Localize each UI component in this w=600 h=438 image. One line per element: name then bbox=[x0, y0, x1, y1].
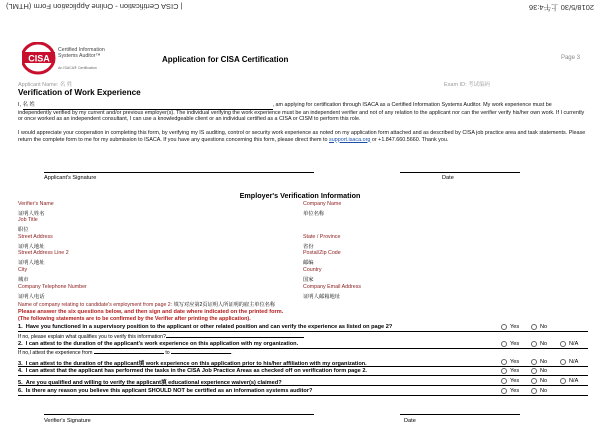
radio-icon[interactable] bbox=[501, 378, 507, 384]
relationship-company-value[interactable]: 填写对应第2页证明人所证明的雇主单位名称 bbox=[173, 302, 276, 308]
q2-no-option[interactable]: No bbox=[531, 341, 547, 347]
applicant-date-line[interactable] bbox=[400, 172, 520, 173]
verifier-name-label: Verifier's Name bbox=[18, 201, 54, 207]
q5-yes-option[interactable]: Yes bbox=[501, 378, 519, 384]
logo-tagline bbox=[58, 47, 105, 59]
city-label: City bbox=[18, 267, 28, 273]
verifier-date-line[interactable] bbox=[400, 414, 520, 415]
street-address-2-label: Street Address Line 2 bbox=[18, 250, 69, 256]
question-5-row bbox=[18, 378, 588, 386]
city-value[interactable]: 城市 bbox=[18, 277, 29, 283]
question-4-text: 4. I can attest that the applicant has performed the tasks in the CISA Job Practice Areas as checked off on verification form page 2. bbox=[18, 368, 367, 374]
radio-icon[interactable] bbox=[501, 359, 507, 365]
print-header-title: | CISA Certification - Online Application Form (HTML) bbox=[6, 2, 183, 11]
verifier-signature-line[interactable] bbox=[44, 414, 314, 415]
radio-icon[interactable] bbox=[501, 341, 507, 347]
job-title-label: Job Title bbox=[18, 217, 38, 223]
radio-icon[interactable] bbox=[560, 359, 566, 365]
company-name-value[interactable]: 单位名称 bbox=[303, 211, 325, 217]
logo-subtitle: An ISACA® Certification bbox=[58, 66, 97, 70]
logo-brand-text: CISA bbox=[28, 53, 50, 64]
radio-icon[interactable] bbox=[531, 341, 537, 347]
question-5-text: 5. Are you qualified and willing to verify the applicant填 educational experience waiver(s) claimed? bbox=[18, 380, 282, 386]
verifier-name-value[interactable]: 证明人姓名 bbox=[18, 211, 45, 217]
question-3-row bbox=[18, 359, 588, 367]
q6-no-option[interactable]: No bbox=[531, 388, 547, 394]
page-title: Application for CISA Certification bbox=[162, 55, 289, 64]
q6-yes-option[interactable]: Yes bbox=[501, 388, 519, 394]
job-title-value[interactable]: 职位 bbox=[18, 227, 29, 233]
q4-no-option[interactable]: No bbox=[531, 368, 547, 374]
applicant-date-label: Date bbox=[442, 175, 454, 181]
question-6-text: 6. Is there any reason you believe this applicant SHOULD NOT be certified as an information systems auditor? bbox=[18, 388, 313, 394]
street-address-label: Street Address bbox=[18, 234, 53, 240]
radio-icon[interactable] bbox=[531, 324, 537, 330]
relationship-company: Name of company relating to candidate's employment from page 2: 填写对应第2页证明人所证明的雇主单位名称 bbox=[18, 302, 276, 308]
radio-icon[interactable] bbox=[501, 324, 507, 330]
request-paragraph: I would appreciate your cooperation in completing this form, by verifying my IS auditing, control or security work experience as noted on my application form attached and as described by CISA job practice area and task statements. Please return the complete form to me for my submission to ISACA. If you have any questions concerning this form, please direct them to support.isaca.org or +1.847.660.5660. Thank you. bbox=[18, 130, 586, 143]
company-phone-label: Company Telephone Number bbox=[18, 284, 87, 290]
company-phone-value[interactable]: 证明人电话 bbox=[18, 294, 45, 300]
q1-explain-input[interactable] bbox=[166, 337, 304, 338]
radio-icon[interactable] bbox=[531, 368, 537, 374]
radio-icon[interactable] bbox=[501, 388, 507, 394]
street-address-value[interactable]: 证明人地址 bbox=[18, 244, 45, 250]
q1-no-option[interactable]: No bbox=[531, 324, 547, 330]
support-link[interactable]: support.isaca.org bbox=[329, 136, 371, 143]
question-1-row bbox=[18, 324, 588, 332]
q5-na-option[interactable]: N/A bbox=[560, 378, 578, 384]
q3-yes-option[interactable]: Yes bbox=[501, 359, 519, 365]
state-province-label: State / Province bbox=[303, 234, 341, 240]
q3-no-option[interactable]: No bbox=[531, 359, 547, 365]
page-number: Page 3 bbox=[560, 55, 580, 61]
logo-line-1: Certified Information bbox=[58, 47, 105, 53]
logo-line-2: Systems Auditor™ bbox=[58, 53, 101, 59]
applicant-name-line: 名 姓 bbox=[23, 102, 273, 110]
radio-icon[interactable] bbox=[531, 388, 537, 394]
radio-icon[interactable] bbox=[531, 378, 537, 384]
print-header-datetime: 2018/5/30 上午4:36 bbox=[528, 3, 594, 12]
section-title: Verification of Work Experience bbox=[18, 88, 141, 97]
attest-from-input[interactable] bbox=[94, 353, 164, 354]
question-2-text: 2. I can attest to the duration of the applicant's work experience on this application with my organization. bbox=[18, 341, 299, 347]
q1-explain-line: If no, please explain what qualifies you to verify this information? bbox=[18, 334, 304, 340]
country-value[interactable]: 国家 bbox=[303, 277, 314, 283]
question-1-text: 1. Have you functioned in a supervisory position to the applicant or other related position and can verify the experience as listed on page 2? bbox=[18, 324, 393, 330]
applicant-name: Applicant Name: 名 姓 bbox=[18, 82, 73, 88]
q5-no-option[interactable]: No bbox=[531, 378, 547, 384]
postal-code-value[interactable]: 邮编 bbox=[303, 260, 314, 266]
company-email-value[interactable]: 证明人邮箱地址 bbox=[303, 294, 341, 300]
postal-code-label: Postal/Zip Code bbox=[303, 250, 341, 256]
question-2-row bbox=[18, 341, 588, 349]
intro-paragraph: I, 名 姓 , am applying for certification through ISACA as a Certified Information Systems Auditor. My work experience must be independently verified by my current and/or previous employer(s). The individual verifying the work experience must be an independent verifier and not of any relation to the applicant nor can the verifier verify his/her own work. If I currently or once worked as an independent consultant, I can use a knowledgeable client or an individual certified as a CISA or CISM to perform this role. bbox=[18, 102, 585, 123]
applicant-signature-label: Applicant's Signature bbox=[44, 175, 97, 181]
radio-icon[interactable] bbox=[501, 368, 507, 374]
q1-yes-option[interactable]: Yes bbox=[501, 324, 519, 330]
street-address-2-value[interactable]: 证明人地址 bbox=[18, 260, 45, 266]
q2-na-option[interactable]: N/A bbox=[560, 341, 578, 347]
q4-yes-option[interactable]: Yes bbox=[501, 368, 519, 374]
verifier-date-label: Date bbox=[404, 418, 416, 424]
country-label: Country bbox=[303, 267, 322, 273]
company-email-label: Company Email Address bbox=[303, 284, 361, 290]
instructions-line-1: Please answer the six questions below, and then sign and date where indicated on the printed form. bbox=[18, 309, 284, 315]
radio-icon[interactable] bbox=[560, 341, 566, 347]
company-name-label: Company Name bbox=[303, 201, 342, 207]
state-province-value[interactable]: 省份 bbox=[303, 244, 314, 250]
radio-icon[interactable] bbox=[531, 359, 537, 365]
q3-na-option[interactable]: N/A bbox=[560, 359, 578, 365]
radio-icon[interactable] bbox=[560, 378, 566, 384]
q2-attest-line: If no,I attest the experience from to . bbox=[18, 350, 233, 356]
verifier-signature-label: Verifier's Signature bbox=[44, 418, 91, 424]
attest-to-input[interactable] bbox=[171, 353, 231, 354]
exam-id: Exam ID: 考试编码 bbox=[444, 82, 491, 88]
q2-yes-option[interactable]: Yes bbox=[501, 341, 519, 347]
question-4-row bbox=[18, 368, 588, 376]
instructions-line-2: (The following statements are to be confirmed by the Verifier after printing the application). bbox=[18, 316, 251, 322]
question-6-row bbox=[18, 388, 588, 396]
question-3-text: 3. I can attest to the duration of the applicant填 work experience on this application prior to his/her affiliation with my organization. bbox=[18, 361, 367, 367]
employer-section-title: Employer's Verification Information bbox=[239, 191, 361, 200]
applicant-signature-line[interactable] bbox=[44, 172, 314, 173]
